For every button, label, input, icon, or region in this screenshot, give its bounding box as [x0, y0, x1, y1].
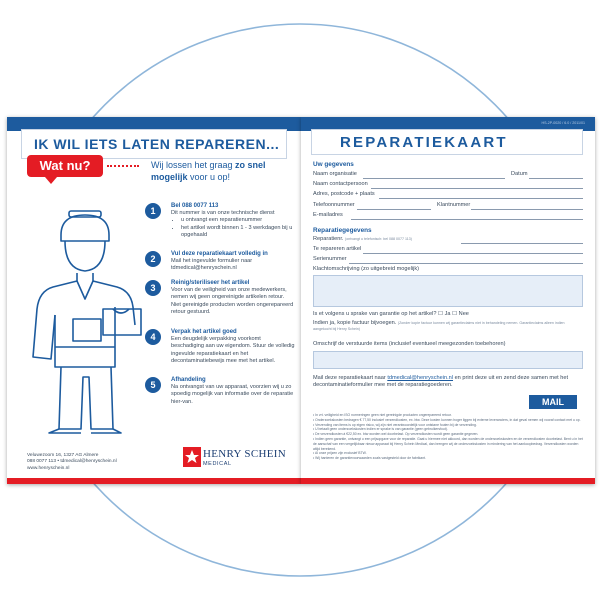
- step-1: [171, 203, 295, 239]
- step-1-bullet: • u ontvangt een reparatienummer: [181, 217, 295, 224]
- form-title: REPARATIEKAART: [340, 134, 508, 151]
- serial-field[interactable]: [349, 263, 583, 264]
- step-1-heading: Bel 088 0077 113: [171, 203, 219, 209]
- label-date: Datum: [511, 171, 528, 177]
- terms-item: • Indien geen garantie, ontvangt u een prijsopgave voor de reparatie. Gaat u hiermee niet akkoord, dan worden de onderzoekskosten en de verzendkosten doorbelast. Bent u in het de aanschaf van een vergelijkbaar nieuw apparaat bij Henry Schein Medical, dan brengen wij de onderzoekskosten in mindering van het aankoopbedrag. Verzendkosten worden altijd berekend.: [313, 437, 583, 451]
- invoice-note: [313, 320, 583, 332]
- henry-schein-star-icon: [183, 447, 201, 467]
- terms-item: • Verzending van items is op eigen risico, wij zijn niet verantwoordelijk voor ontstane fouten bij de verzending.: [313, 423, 583, 428]
- tagline-pre: Wij lossen het graag: [151, 160, 236, 170]
- step-3-heading: Reinig/steriliseer het artikel: [171, 280, 250, 286]
- dotted-connector: [107, 165, 139, 171]
- step-4-text: Een deugdelijk verpakking voorkomt beschadiging aan uw eigendom. Stuur de volledig ingevulde reparatiekaart en het decontaminatiebewijs mee met het artikel.: [171, 336, 295, 364]
- invoice-note-hint: (Zonder kopie factuur kunnen wij garantieclaims niet in behandeling nemen. Garantieclaims alleen indien aangekocht bij Henry Schein): [313, 321, 565, 331]
- address-field[interactable]: [379, 198, 583, 199]
- tagline-bold: zo snel mogelijk: [151, 160, 266, 182]
- step-1-number: 1: [145, 203, 161, 219]
- step-4-heading: Verpak het artikel goed: [171, 329, 237, 335]
- contact-field[interactable]: [371, 188, 583, 189]
- logo-sub-text: MEDICAL: [203, 461, 232, 467]
- repair-form-page: [301, 117, 595, 484]
- step-3-text: Voor van de veiligheid van onze medewerkers, nemen wij geen ongereinigde artikelen retour. Niet gereinigde producten worden ongerepareerd retour gestuurd.: [171, 287, 294, 315]
- step-2: [171, 251, 295, 273]
- terms-item: • Onderzoekskosten bedragen € 77,50 inclusief verzendkosten, ex. btw. Deze kosten kunnen hoger liggen bij externe leveranciers, in dat geval nemen wij vooraf contact met u op.: [313, 418, 583, 423]
- label-yes: Ja: [444, 311, 451, 317]
- repair-no-field[interactable]: [461, 243, 583, 244]
- label-org: Naam organisatie: [313, 171, 357, 177]
- org-field[interactable]: [363, 178, 505, 179]
- checkbox-yes-icon[interactable]: ☐: [438, 311, 444, 317]
- label-items: Omschrijf de verstuurde items (inclusief eventueel meegezonden toebehoren): [313, 341, 506, 347]
- step-5-number: 5: [145, 377, 161, 393]
- bottom-red-bar: [301, 478, 595, 484]
- checkbox-no-icon[interactable]: ☐: [452, 311, 458, 317]
- step-3: [171, 280, 295, 316]
- label-contact: Naam contactpersoon: [313, 181, 368, 187]
- address-line: www.henryschein.nl: [27, 465, 70, 471]
- step-2-text: Mail het ingevulde formulier naar tdmedical@henryschein.nl: [171, 258, 253, 272]
- document-number: HS-2P-0020 / 6.0 / 2011/01: [541, 121, 585, 125]
- step-5-text: Na ontvangst van uw apparaat, voorzien wij u zo spoedig mogelijk van informatie over de reparatie hier-van.: [171, 384, 294, 405]
- mail-button[interactable]: MAIL: [529, 395, 577, 409]
- terms-item: • Wij hanteren de garantievoorwaarden zoals vastgesteld door de fabrikant.: [313, 456, 583, 461]
- step-2-heading: Vul deze reparatiekaart volledig in: [171, 251, 268, 257]
- step-3-number: 3: [145, 280, 161, 296]
- email-field[interactable]: [351, 219, 583, 220]
- step-1-bullet: • het artikel wordt binnen 1 - 3 werkdagen bij u opgehaald: [181, 225, 295, 239]
- terms-item: • De verzendkosten à €22,50 ex. btw worden wel doorbelast. Op verzendkosten wordt geen garantie gegeven.: [313, 432, 583, 437]
- label-repair-no: [313, 236, 412, 242]
- mail-instruction-post: en print deze uit en zend deze samen met het decontaminatieformulier mee met de reparatiegoederen.: [313, 375, 569, 388]
- technician-illustration-icon: [25, 207, 149, 437]
- terms-item: • U betaalt geen onderzoekskosten indien er sprake is van garantie (geen gebruikersfout).: [313, 427, 583, 432]
- terms-list: [313, 413, 583, 461]
- phone-field[interactable]: [357, 209, 431, 210]
- wat-nu-badge: Wat nu?: [27, 155, 103, 177]
- label-article: Te repareren artikel: [313, 246, 362, 252]
- tagline-post: voor u op!: [187, 172, 231, 182]
- address-line: 088 0077 113 • tdmedical@henryschein.nl: [27, 459, 117, 465]
- invoice-note-text: Indien ja, kopie factuur bijvoegen.: [313, 320, 397, 326]
- label-email: E-mailadres: [313, 212, 343, 218]
- article-field[interactable]: [363, 253, 583, 254]
- step-1-text: Dit nummer is van onze technische dienst: [171, 210, 275, 217]
- repair-no-hint: (ontvangt u telefonisch: bel 088 0077 113): [345, 237, 412, 241]
- label-serial: Serienummer: [313, 256, 347, 262]
- complaint-textarea[interactable]: [313, 275, 583, 307]
- step-5: [171, 377, 295, 406]
- label-complaint: Klachtomschrijving (zo uitgebreid mogelijk): [313, 266, 420, 272]
- headline: IK WIL IETS LATEN REPAREREN...: [34, 136, 280, 152]
- mail-address-link[interactable]: tdmedical@henryschein.nl: [387, 375, 454, 381]
- address-line: Veluwezoom 16, 1327 AG Almere: [27, 453, 99, 458]
- warranty-question-text: Is et volgens u sprake van garantie op het artikel?: [313, 311, 437, 317]
- section-repair: Reparatiegegevens: [313, 227, 372, 234]
- label-no: Nee: [458, 311, 469, 317]
- step-4-number: 4: [145, 329, 161, 345]
- step-2-number: 2: [145, 251, 161, 267]
- items-textarea[interactable]: [313, 351, 583, 369]
- section-customer: Uw gegevens: [313, 161, 354, 168]
- mail-instruction-pre: Mail deze reparatiekaart naar: [313, 375, 388, 381]
- bottom-red-bar: [7, 478, 301, 484]
- logo-brand-text: HENRY SCHEIN: [203, 448, 286, 460]
- step-4: [171, 329, 295, 365]
- tagline: [151, 159, 299, 183]
- instructions-page: [7, 117, 301, 484]
- date-field[interactable]: [529, 178, 583, 179]
- step-1-bullets: [171, 217, 295, 239]
- company-address: [27, 453, 117, 472]
- terms-item: • In vrt. veiligheid en ISO normeringen geen niet gereinigde producten ongerepareerd retour.: [313, 413, 583, 418]
- henry-schein-logo: [183, 447, 286, 469]
- mail-instruction: [313, 375, 583, 389]
- form-title-box: [311, 129, 583, 155]
- label-repair-no-text: Reparatienr.: [313, 236, 344, 242]
- step-5-heading: Afhandeling: [171, 377, 206, 383]
- label-customer-no: Klantnummer: [437, 202, 471, 208]
- warranty-question: [313, 311, 469, 317]
- terms-item: • Al onze prijzen zijn exclusief BTW.: [313, 451, 583, 456]
- customer-no-field[interactable]: [471, 209, 583, 210]
- label-address: Adres, postcode + plaats: [313, 191, 375, 197]
- label-phone: Telefoonnummer: [313, 202, 355, 208]
